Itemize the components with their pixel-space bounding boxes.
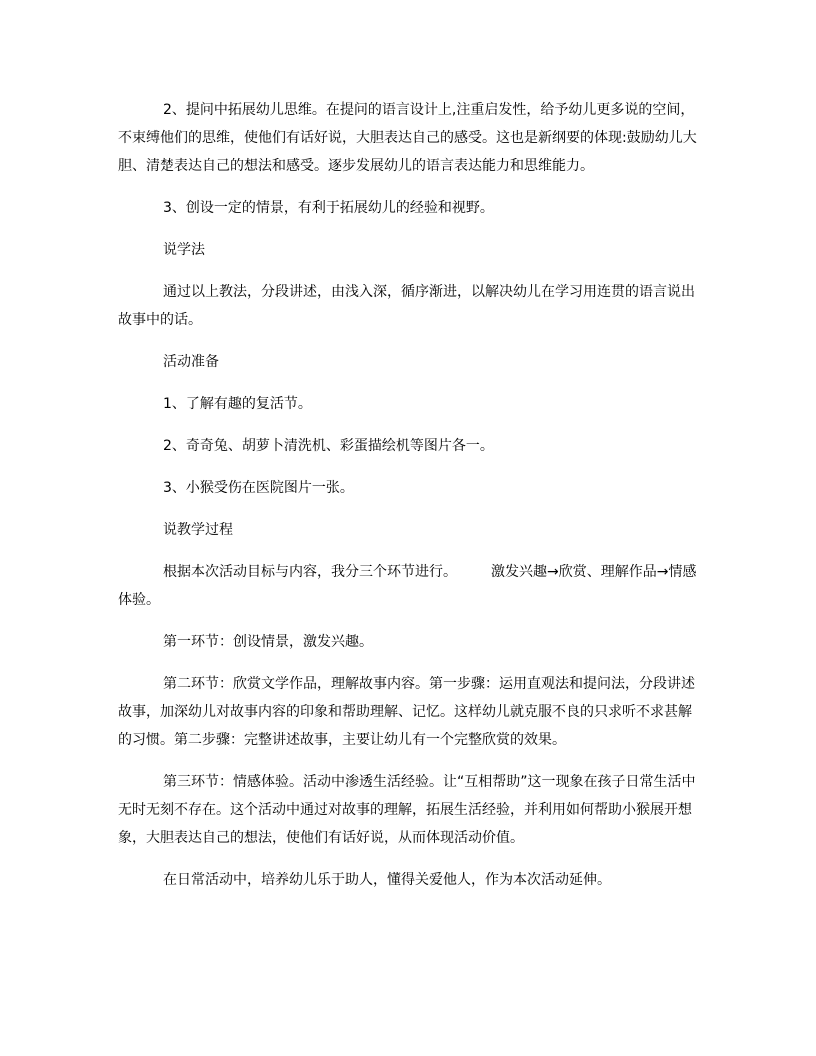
paragraph-process-intro [118, 558, 702, 614]
paragraph-extension: 在日常活动中，培养幼儿乐于助人，懂得关爱他人，作为本次活动延伸。 [163, 872, 611, 888]
paragraph-stage-3: 第三环节：情感体验。活动中渗透生活经验。让“互相帮助”这一现象在孩子日常生活中无时无刻不存在。这个活动中通过对故事的理解，拓展生活经验，并利用如何帮助小猴展开想象，大胆表达自己的想法，使他们有话好说，从而体现活动价值。 [118, 774, 696, 846]
paragraph-stage-2: 第二环节：欣赏文学作品，理解故事内容。第一步骤：运用直观法和提问法，分段讲述故事，加深幼儿对故事内容的印象和帮助理解、记忆。这样幼儿就克服不良的只求听不求甚解的习惯。第二步骤：完整讲述故事，主要让幼儿有一个完整欣赏的效果。 [118, 676, 695, 748]
paragraph-learning-method: 通过以上教法，分段讲述，由浅入深，循序渐进，以解决幼儿在学习用连贯的语言说出故事中的话。 [118, 284, 695, 328]
heading-teaching-process: 说教学过程 [163, 522, 233, 538]
heading-activity-preparation: 活动准备 [163, 354, 219, 370]
preparation-item-1: 1、了解有趣的复活节。 [163, 396, 312, 412]
paragraph-scenario: 3、创设一定的情景，有利于拓展幼儿的经验和视野。 [163, 200, 494, 216]
document-body [118, 96, 702, 908]
preparation-item-2: 2、奇奇兔、胡萝卜清洗机、彩蛋描绘机等图片各一。 [163, 438, 494, 454]
preparation-item-3: 3、小猴受伤在医院图片一张。 [163, 480, 354, 496]
paragraph-stage-1: 第一环节：创设情景，激发兴趣。 [163, 634, 373, 650]
paragraph-questioning: 2、提问中拓展幼儿思维。在提问的语言设计上,注重启发性，给予幼儿更多说的空间，不束缚他们的思维，使他们有话好说，大胆表达自己的感受。这也是新纲要的体现:鼓励幼儿大胆、清楚表达自己的想法和感受。逐步发展幼儿的语言表达能力和思维能力。 [118, 102, 697, 174]
process-intro-text: 根据本次活动目标与内容，我分三个环节进行。 [163, 564, 457, 580]
process-flow-text: 激发兴趣→欣赏、理解作品→情感体验。 [118, 564, 697, 608]
heading-learning-method: 说学法 [163, 242, 205, 258]
